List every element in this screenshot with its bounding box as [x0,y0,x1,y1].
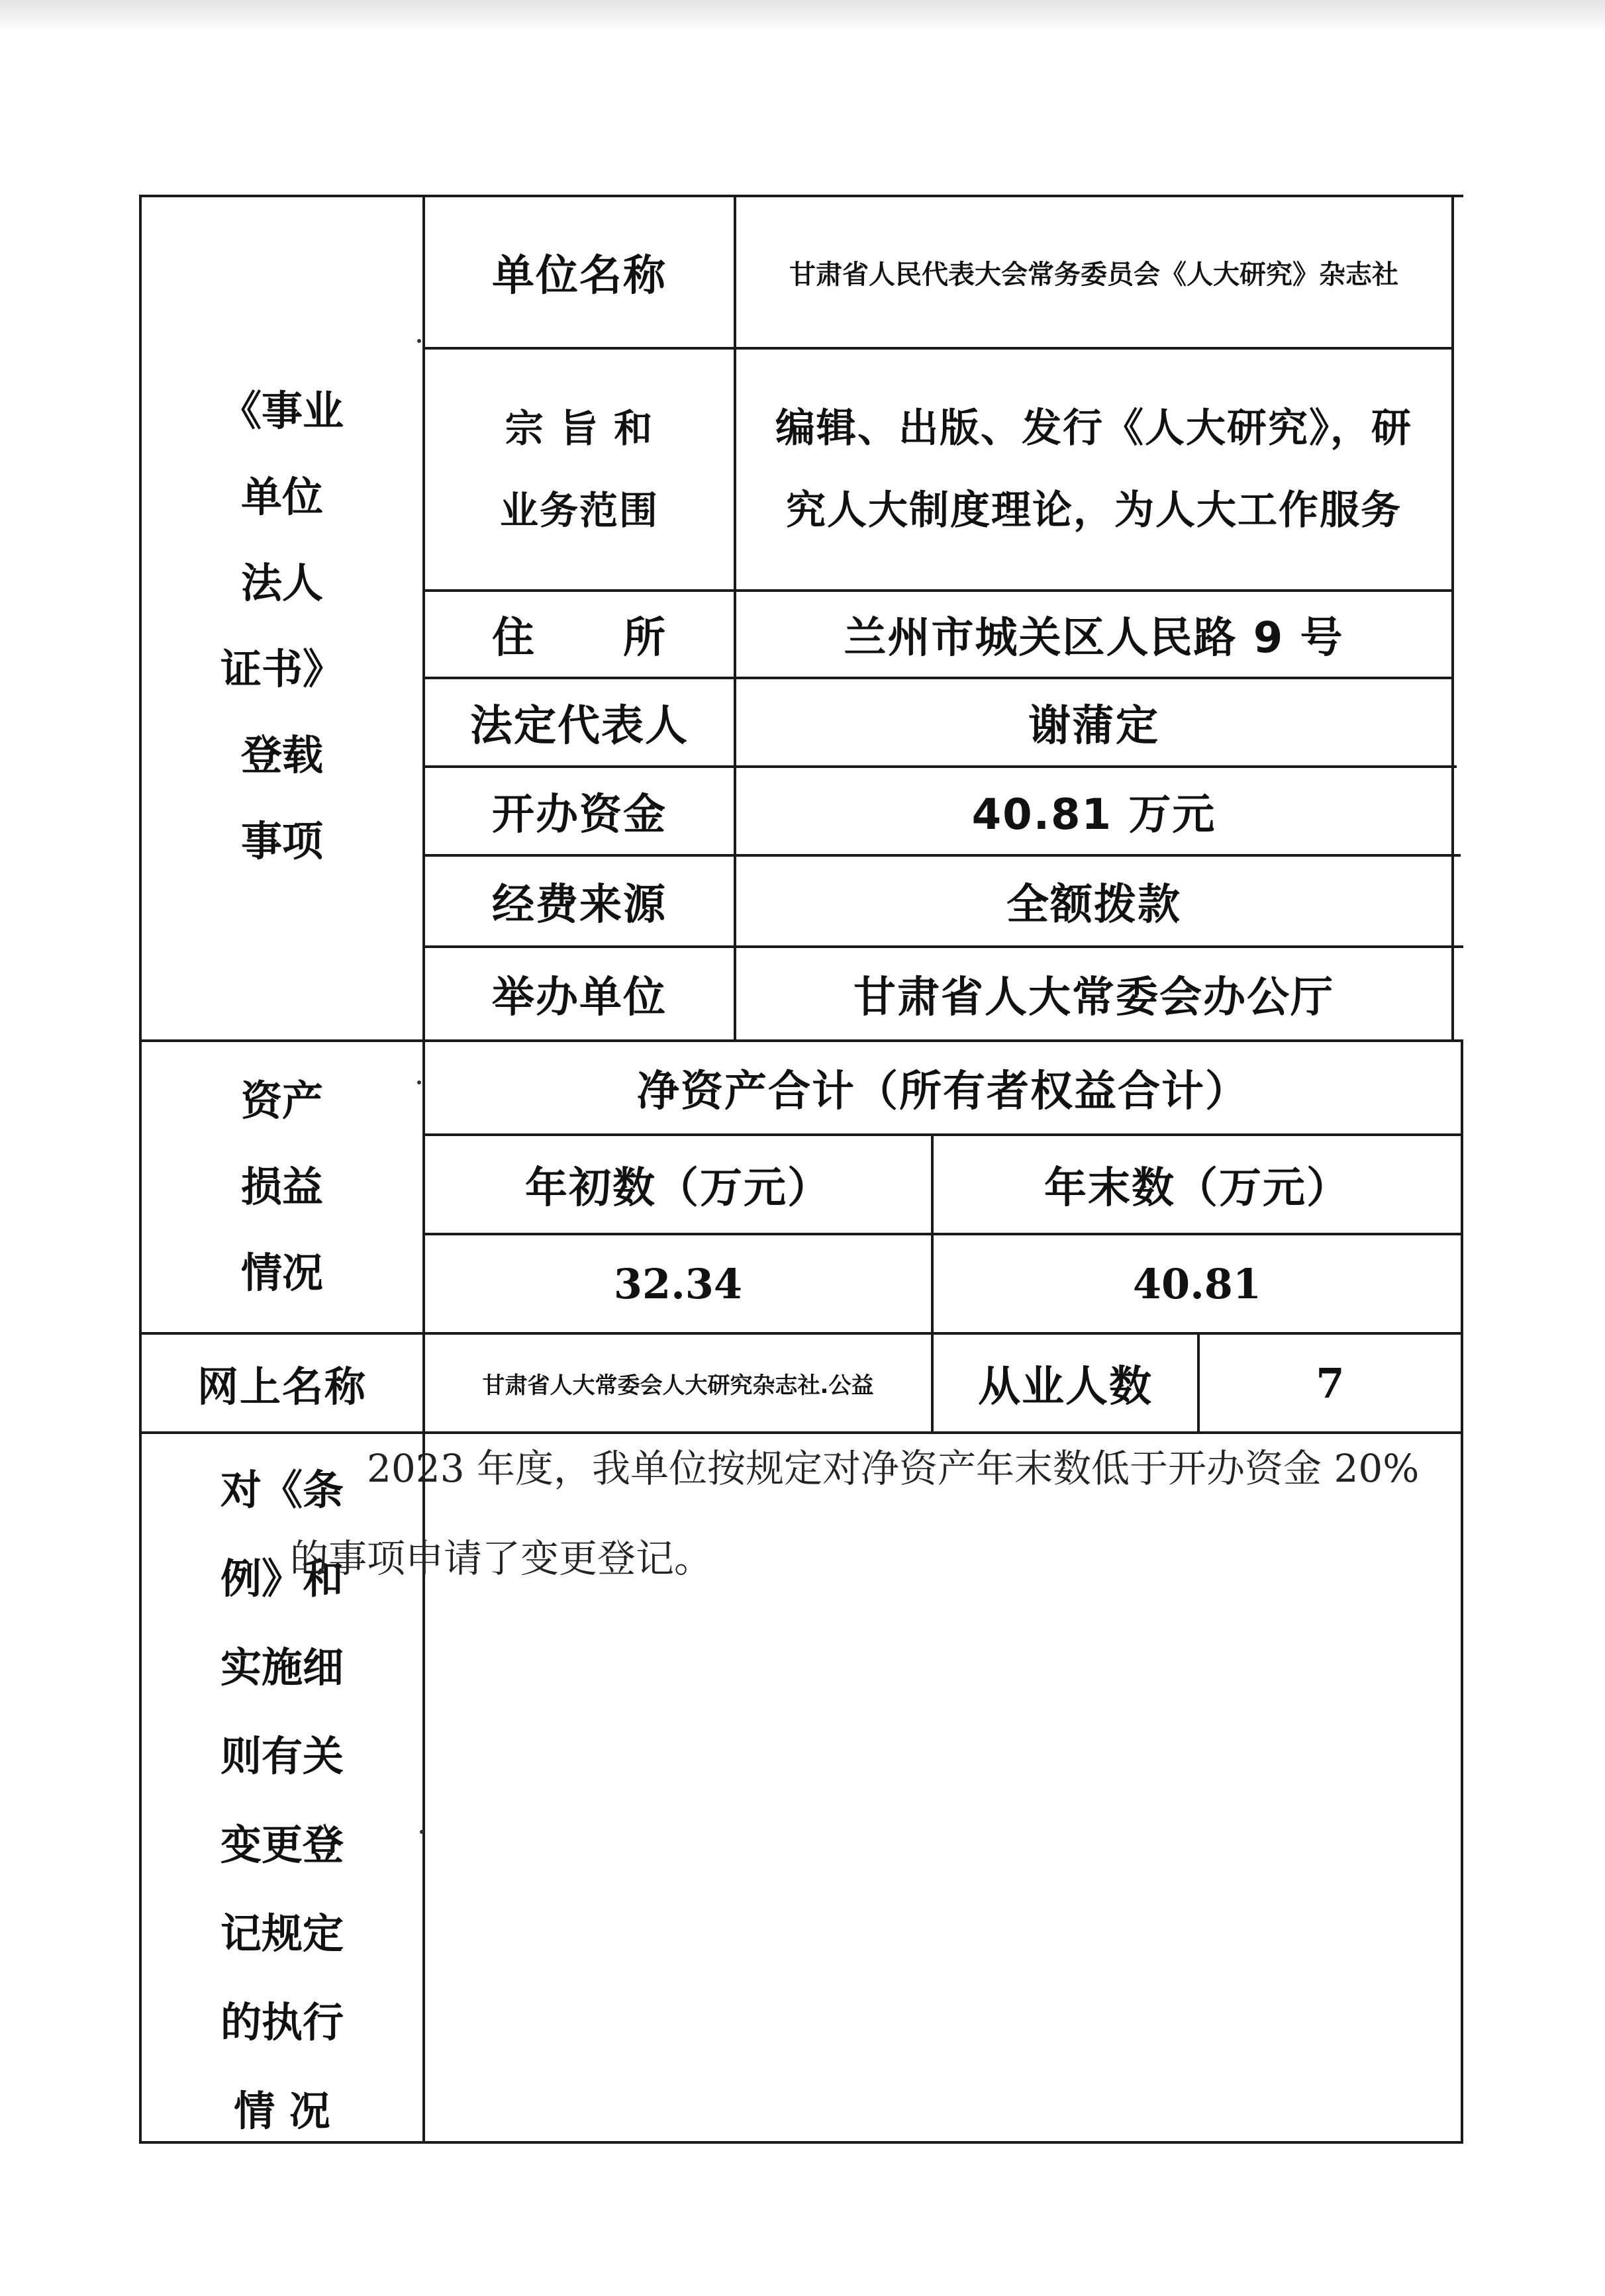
border-right [1451,195,1454,1039]
online-name-value: 甘肃省人大常委会人大研究杂志社.公益 [482,1372,874,1399]
registration-form-table [139,195,1463,2144]
address-label: 住 所 [492,614,667,663]
change-section-label: 对《条 例》和 实施细 则有关 变更登 记规定 的执行 情 况 [220,1466,344,2135]
unit-name-label: 单位名称 [492,252,667,301]
purpose-value: 编辑、出版、发行《人大研究》，研 究人大制度理论，为人大工作服务 [775,405,1412,534]
capital-value: 40.81 万元 [971,790,1216,839]
legal-rep-label: 法定代表人 [470,702,689,751]
sponsor-label: 举办单位 [492,973,667,1022]
capital-label: 开办资金 [492,790,667,839]
assets-section-label: 资产 损益 情况 [240,1076,323,1297]
address-value: 兰州市城关区人民路 9 号 [844,614,1344,663]
staff-count-label: 从业人数 [978,1363,1153,1411]
registry-section-label: 《事业 单位 法人 证书》 登载 事项 [220,387,344,865]
unit-name-value: 甘肃省人民代表大会常务委员会《人大研究》杂志社 [789,259,1398,290]
legal-rep-value: 谢蒲定 [1028,702,1159,751]
begin-year-value: 32.34 [613,1259,743,1308]
end-year-value: 40.81 [1132,1259,1262,1308]
online-name-label: 网上名称 [197,1362,367,1411]
scan-speck [417,1080,421,1084]
purpose-label: 宗 旨 和 业务范围 [499,406,659,533]
change-execution-text: 2023 年度，我单位按规定对净资产年末数低于开办资金 20%的事项申请了变更登记。 [290,1446,1420,1581]
funding-source-label: 经费来源 [492,881,667,930]
funding-source-value: 全额拨款 [1006,881,1181,930]
scan-top-shadow [0,0,1605,32]
net-assets-header: 净资产合计（所有者权益合计） [637,1067,1249,1116]
end-year-label: 年末数（万元） [1044,1164,1350,1213]
scan-speck [420,1830,424,1834]
staff-count-value: 7 [1316,1359,1345,1408]
scan-speck [417,339,421,343]
begin-year-label: 年初数（万元） [525,1164,831,1213]
border-right [1461,1039,1463,2144]
sponsor-value: 甘肃省人大常委会办公厅 [853,973,1334,1022]
